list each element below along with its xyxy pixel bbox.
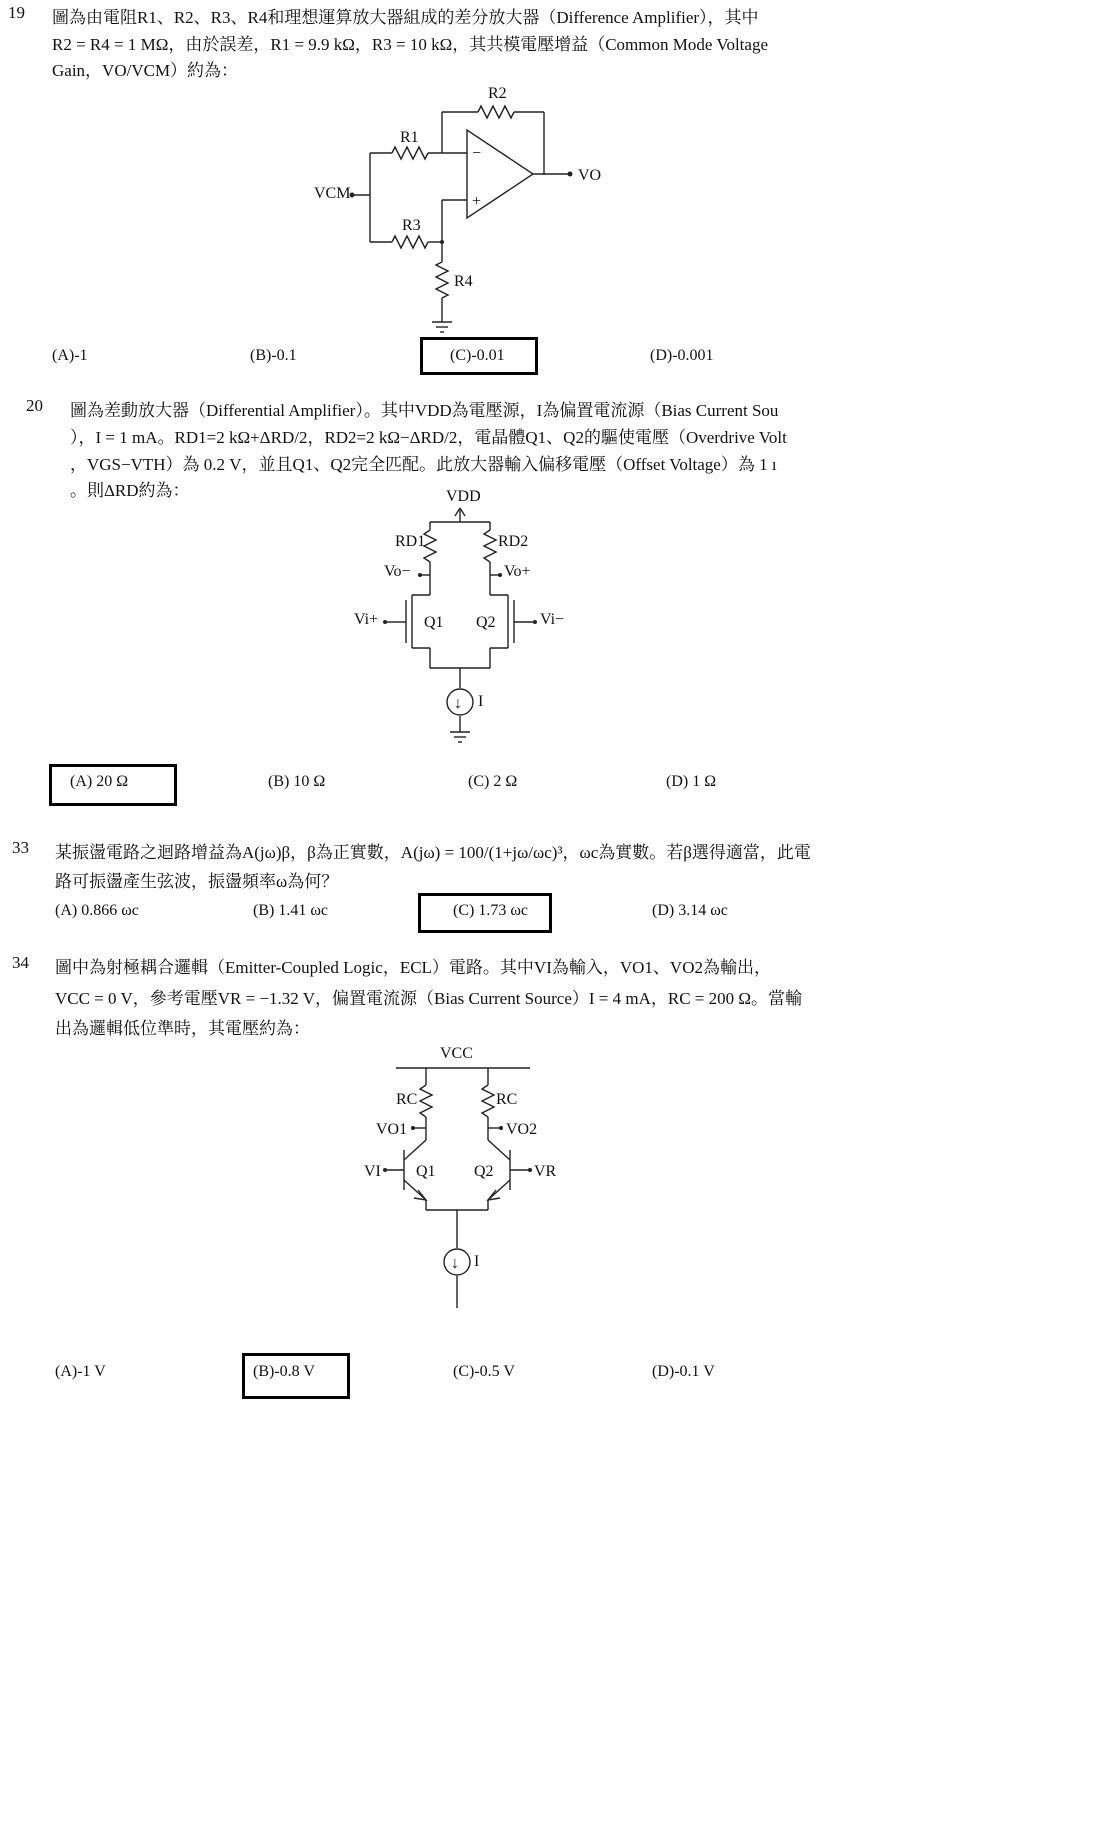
label-vo-minus: Vo− [384, 563, 411, 580]
label-vo2: VO2 [506, 1121, 538, 1138]
option-c[interactable]: (C) 2 Ω [468, 773, 518, 790]
question-text-line: Gain，VO/VCM）約為： [52, 61, 239, 80]
label-vo1: VO1 [376, 1121, 408, 1138]
question-text-line: 某振盪電路之迴路增益為A(jω)β，β為正實數，A(jω) = 100/(1+jω/ωc)³，ωc為實數。若β選得適當，此電 [55, 843, 811, 862]
label-r3: R3 [402, 217, 421, 234]
option-b[interactable]: (B)-0.8 V [253, 1363, 315, 1380]
question-text-line: 圖中為射極耦合邏輯（Emitter-Coupled Logic，ECL）電路。其中VI為輸入，VO1、VO2為輸出， [55, 958, 771, 977]
question-text-line: 出為邏輯低位準時，其電壓約為： [55, 1019, 310, 1038]
label-q2: Q2 [474, 1163, 494, 1180]
option-d[interactable]: (D) 3.14 ωc [652, 902, 728, 919]
question-text-line: 圖為差動放大器（Differential Amplifier）。其中VDD為電壓源，I為偏置電流源（Bias Current Sou [70, 401, 779, 420]
current-arrow-icon: ↓ [451, 1255, 459, 1272]
marked-answer-box [242, 1353, 350, 1399]
option-c[interactable]: (C)-0.5 V [453, 1363, 515, 1380]
option-c[interactable]: (C)-0.01 [450, 347, 505, 364]
option-a[interactable]: (A)-1 [52, 347, 88, 364]
option-a[interactable]: (A)-1 V [55, 1363, 106, 1380]
label-rd1: RD1 [395, 533, 426, 550]
label-vi: VI [364, 1163, 381, 1180]
label-q2: Q2 [476, 614, 496, 631]
option-b[interactable]: (B)-0.1 [250, 347, 297, 364]
label-vr: VR [534, 1163, 557, 1180]
question-text-line: 圖為由電阻R1、R2、R3、R4和理想運算放大器組成的差分放大器（Difference Amplifier），其中 [52, 8, 759, 27]
label-r1: R1 [400, 129, 419, 146]
question-text-line: ），I = 1 mA。RD1=2 kΩ+ΔRD/2，RD2=2 kΩ−ΔRD/2，電晶體Q1、Q2的驅使電壓（Overdrive Volt [70, 428, 787, 447]
label-q1: Q1 [424, 614, 444, 631]
question-number: 20 [26, 396, 43, 415]
label-vi-plus: Vi+ [354, 611, 379, 628]
option-c[interactable]: (C) 1.73 ωc [453, 902, 528, 919]
label-rc2: RC [496, 1091, 518, 1108]
question-number: 19 [8, 3, 25, 22]
label-vo: VO [578, 167, 602, 184]
question-text-line: 。則ΔRD約為： [70, 481, 190, 500]
option-b[interactable]: (B) 10 Ω [268, 773, 326, 790]
option-a[interactable]: (A) 0.866 ωc [55, 902, 139, 919]
label-q1: Q1 [416, 1163, 436, 1180]
question-text-line: 路可振盪產生弦波，振盪頻率ω為何？ [55, 872, 339, 891]
label-i: I [478, 693, 484, 710]
option-d[interactable]: (D)-0.001 [650, 347, 714, 364]
label-plus: + [472, 193, 482, 210]
question-number: 33 [12, 838, 29, 857]
question-text-line: R2 = R4 = 1 MΩ，由於誤差，R1 = 9.9 kΩ，R3 = 10 kΩ，其共模電壓增益（Common Mode Voltage [52, 35, 768, 54]
label-rc1: RC [396, 1091, 418, 1108]
option-d[interactable]: (D)-0.1 V [652, 1363, 715, 1380]
label-vcm: VCM [314, 185, 351, 202]
label-vo-plus: Vo+ [504, 563, 531, 580]
label-rd2: RD2 [498, 533, 529, 550]
label-vdd: VDD [446, 488, 481, 505]
option-b[interactable]: (B) 1.41 ωc [253, 902, 328, 919]
label-i: I [474, 1253, 480, 1270]
question-number: 34 [12, 953, 29, 972]
option-d[interactable]: (D) 1 Ω [666, 773, 717, 790]
label-r2: R2 [488, 85, 507, 102]
question-text-line: ，VGS−VTH）為 0.2 V，並且Q1、Q2完全匹配。此放大器輸入偏移電壓（Offset Voltage）為 1 ı [70, 455, 777, 474]
label-vcc: VCC [440, 1045, 473, 1062]
option-a[interactable]: (A) 20 Ω [70, 773, 129, 790]
label-r4: R4 [454, 273, 473, 290]
label-vi-minus: Vi− [540, 611, 565, 628]
question-text-line: VCC = 0 V，參考電壓VR = −1.32 V，偏置電流源（Bias Current Source）I = 4 mA，RC = 200 Ω。當輸 [55, 989, 803, 1008]
label-minus: − [472, 145, 482, 162]
current-arrow-icon: ↓ [454, 695, 462, 712]
